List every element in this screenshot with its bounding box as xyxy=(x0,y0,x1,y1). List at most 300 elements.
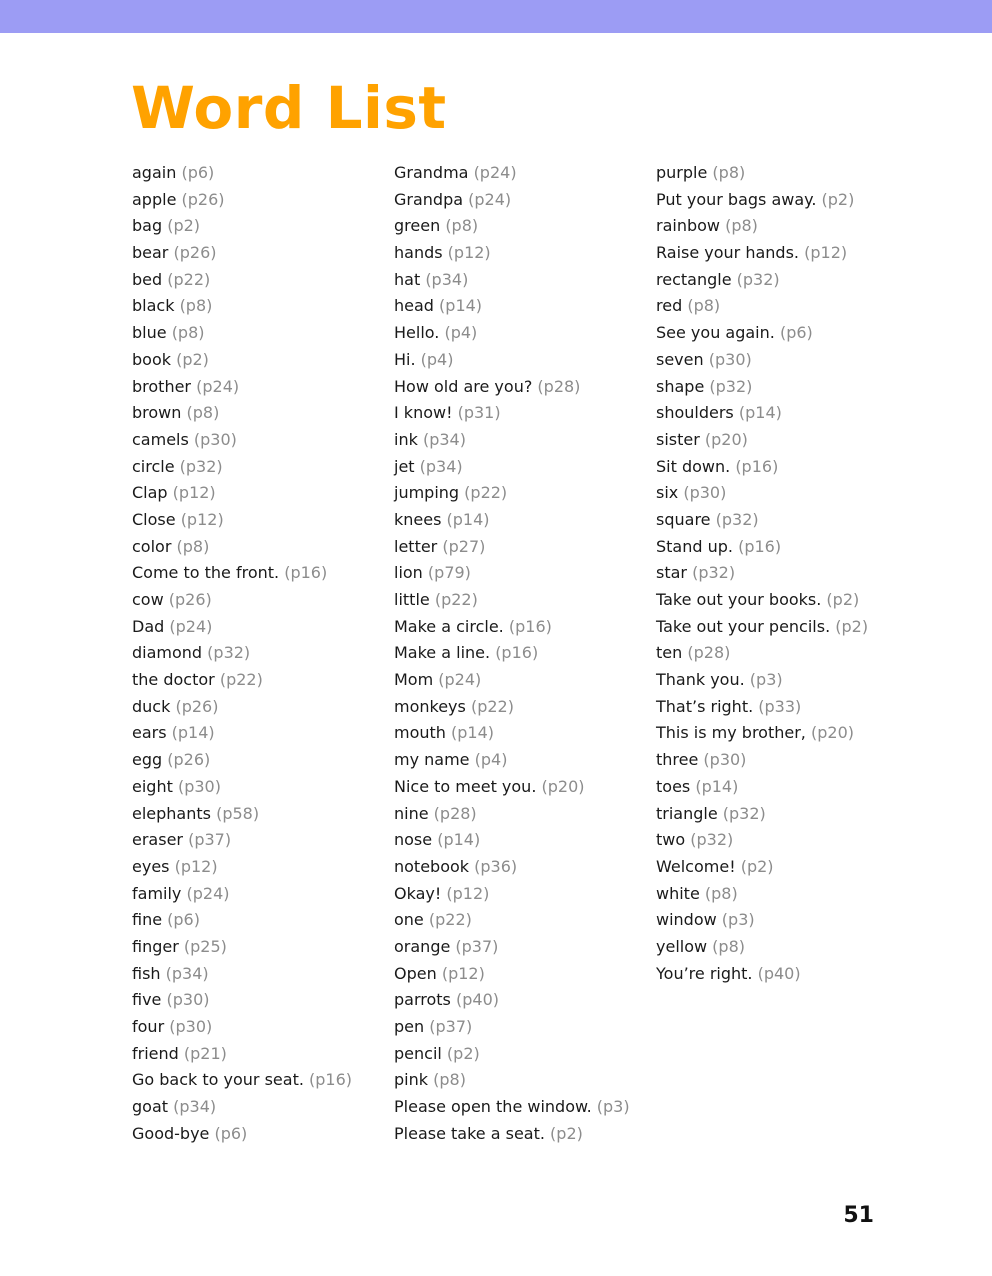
word-entry xyxy=(132,454,352,481)
page-reference: (p30) xyxy=(169,1017,213,1036)
word-text: I know! xyxy=(394,403,453,423)
page-reference: (p2) xyxy=(821,189,855,209)
page-reference: (p22) xyxy=(167,269,211,289)
word-text: purple xyxy=(656,163,708,182)
word-text: nine xyxy=(394,803,429,823)
header-band xyxy=(0,0,992,33)
word-entry xyxy=(394,1014,630,1041)
page-reference: (p4) xyxy=(474,750,508,770)
word-entry xyxy=(394,614,630,641)
page-reference: (p24) xyxy=(196,376,240,396)
word-entry xyxy=(132,400,352,427)
word-entry xyxy=(394,1094,630,1121)
word-text: mouth xyxy=(394,723,446,743)
word-text: Good-bye xyxy=(132,1123,210,1143)
word-entry xyxy=(132,1014,352,1041)
word-text: Take out your books. xyxy=(656,590,822,609)
page-reference: (p34) xyxy=(165,963,209,983)
word-text: circle xyxy=(132,456,175,476)
page-reference: (p14) xyxy=(439,296,483,316)
word-text: fine xyxy=(132,910,163,930)
page-reference: (p34) xyxy=(419,456,463,476)
word-entry xyxy=(656,560,868,587)
word-text: Welcome! xyxy=(656,856,736,876)
word-text: Make a circle. xyxy=(394,616,504,636)
page-reference: (p22) xyxy=(470,696,514,716)
word-text: one xyxy=(394,910,424,930)
word-entry xyxy=(132,347,352,374)
word-entry xyxy=(656,347,868,374)
word-text: pencil xyxy=(394,1043,442,1063)
page-reference: (p3) xyxy=(749,670,783,690)
word-text: ten xyxy=(656,643,683,663)
word-entry xyxy=(656,160,868,187)
page-reference: (p16) xyxy=(495,643,539,663)
page-reference: (p24) xyxy=(186,883,230,903)
page-reference: (p2) xyxy=(167,216,201,236)
word-entry xyxy=(132,320,352,347)
word-entry xyxy=(394,160,630,187)
page-reference: (p14) xyxy=(695,776,739,796)
word-text: brown xyxy=(132,403,182,423)
word-text: three xyxy=(656,750,699,770)
word-entry xyxy=(132,640,352,667)
word-list-column-1 xyxy=(132,160,352,1147)
word-entry xyxy=(394,667,630,694)
word-entry xyxy=(394,560,630,587)
page-reference: (p34) xyxy=(425,269,469,289)
word-text: hat xyxy=(394,269,421,289)
word-entry xyxy=(656,320,868,347)
word-text: family xyxy=(132,883,182,903)
word-text: five xyxy=(132,990,162,1010)
word-text: Dad xyxy=(132,616,165,636)
word-text: two xyxy=(656,830,686,850)
page-reference: (p12) xyxy=(804,243,848,263)
word-entry xyxy=(132,560,352,587)
page-reference: (p21) xyxy=(183,1043,227,1063)
word-text: shoulders xyxy=(656,403,734,423)
word-text: Open xyxy=(394,963,437,983)
word-text: See you again. xyxy=(656,323,775,343)
word-entry xyxy=(132,907,352,934)
word-entry xyxy=(656,747,868,774)
page-reference: (p4) xyxy=(444,323,478,343)
word-text: pink xyxy=(394,1070,429,1090)
word-entry xyxy=(656,961,868,988)
page-reference: (p31) xyxy=(457,403,501,423)
word-text: Take out your pencils. xyxy=(656,616,831,636)
word-text: yellow xyxy=(656,936,708,956)
word-text: the doctor xyxy=(132,670,215,690)
word-entry xyxy=(656,801,868,828)
word-text: ink xyxy=(394,429,418,449)
word-entry xyxy=(132,374,352,401)
page-reference: (p22) xyxy=(219,670,263,690)
word-entry xyxy=(394,187,630,214)
word-text: Raise your hands. xyxy=(656,243,800,263)
page-reference: (p16) xyxy=(735,456,779,476)
page-reference: (p40) xyxy=(757,963,801,983)
word-entry xyxy=(132,720,352,747)
word-text: How old are you? xyxy=(394,376,533,396)
page-reference: (p12) xyxy=(174,856,218,876)
page-number: 51 xyxy=(843,1203,874,1228)
word-entry xyxy=(394,587,630,614)
word-entry xyxy=(656,827,868,854)
page-reference: (p24) xyxy=(438,670,482,690)
page-reference: (p12) xyxy=(441,963,485,983)
word-text: notebook xyxy=(394,856,470,876)
word-text: Stand up. xyxy=(656,536,733,556)
page-reference: (p16) xyxy=(508,616,552,636)
word-entry xyxy=(132,427,352,454)
page-reference: (p14) xyxy=(446,509,490,529)
page-reference: (p8) xyxy=(176,536,210,556)
word-entry xyxy=(656,240,868,267)
page-reference: (p36) xyxy=(474,856,518,876)
word-text: Mom xyxy=(394,670,434,690)
page-reference: (p8) xyxy=(704,883,738,903)
word-text: Put your bags away. xyxy=(656,189,817,209)
word-text: rainbow xyxy=(656,216,720,236)
word-entry xyxy=(132,587,352,614)
word-entry xyxy=(394,694,630,721)
word-entry xyxy=(656,374,868,401)
word-text: sister xyxy=(656,429,700,449)
page-reference: (p32) xyxy=(709,376,753,396)
word-entry xyxy=(132,160,352,187)
word-text: again xyxy=(132,163,177,182)
word-text: Come to the front. xyxy=(132,563,280,583)
word-text: Sit down. xyxy=(656,456,731,476)
page-reference: (p8) xyxy=(712,163,746,182)
word-entry xyxy=(132,987,352,1014)
word-entry xyxy=(656,881,868,908)
page-reference: (p6) xyxy=(779,323,813,343)
word-text: This is my brother, xyxy=(656,723,806,743)
word-text: elephants xyxy=(132,803,211,823)
word-text: orange xyxy=(394,936,451,956)
word-text: monkeys xyxy=(394,696,466,716)
page-reference: (p6) xyxy=(181,163,215,182)
word-entry xyxy=(132,240,352,267)
word-entry xyxy=(132,827,352,854)
page-reference: (p33) xyxy=(758,696,802,716)
word-text: square xyxy=(656,509,711,529)
word-entry xyxy=(132,1067,352,1094)
word-entry xyxy=(394,293,630,320)
word-text: four xyxy=(132,1017,165,1036)
word-list-column-2 xyxy=(394,160,630,1147)
word-text: egg xyxy=(132,750,163,770)
word-entry xyxy=(394,267,630,294)
page-reference: (p22) xyxy=(428,910,472,930)
word-entry xyxy=(394,747,630,774)
word-text: toes xyxy=(656,776,691,796)
word-entry xyxy=(656,480,868,507)
word-text: You’re right. xyxy=(656,963,753,983)
word-entry xyxy=(656,907,868,934)
page-reference: (p32) xyxy=(690,830,734,850)
page-reference: (p37) xyxy=(455,936,499,956)
page-title: Word List xyxy=(131,74,447,142)
word-entry xyxy=(656,720,868,747)
word-text: cow xyxy=(132,590,164,609)
page-reference: (p58) xyxy=(216,803,260,823)
word-text: Go back to your seat. xyxy=(132,1070,304,1090)
word-text: duck xyxy=(132,696,171,716)
word-entry xyxy=(394,534,630,561)
page-reference: (p30) xyxy=(166,990,210,1010)
word-text: bear xyxy=(132,243,169,263)
word-entry xyxy=(656,667,868,694)
page-reference: (p32) xyxy=(207,643,251,663)
word-text: Hi. xyxy=(394,349,416,369)
word-entry xyxy=(656,293,868,320)
page-reference: (p37) xyxy=(188,830,232,850)
word-text: eyes xyxy=(132,856,170,876)
word-text: seven xyxy=(656,349,704,369)
page-reference: (p79) xyxy=(427,563,471,583)
word-entry xyxy=(394,454,630,481)
word-entry xyxy=(394,881,630,908)
page-reference: (p24) xyxy=(473,163,517,182)
word-entry xyxy=(394,1067,630,1094)
word-text: jumping xyxy=(394,483,460,503)
word-entry xyxy=(656,400,868,427)
page-reference: (p32) xyxy=(736,269,780,289)
word-text: Okay! xyxy=(394,883,442,903)
page-reference: (p34) xyxy=(173,1097,217,1117)
word-entry xyxy=(132,854,352,881)
page-reference: (p26) xyxy=(175,696,219,716)
word-text: red xyxy=(656,296,683,316)
word-text: Close xyxy=(132,509,176,529)
page-reference: (p32) xyxy=(179,456,223,476)
word-entry xyxy=(656,427,868,454)
page-reference: (p8) xyxy=(687,296,721,316)
word-text: knees xyxy=(394,509,442,529)
page-reference: (p16) xyxy=(284,563,328,583)
page-reference: (p32) xyxy=(722,803,766,823)
word-text: Clap xyxy=(132,483,168,503)
page-reference: (p3) xyxy=(596,1097,630,1117)
word-entry xyxy=(132,934,352,961)
page-reference: (p2) xyxy=(446,1043,480,1063)
word-text: fish xyxy=(132,963,161,983)
page-reference: (p30) xyxy=(683,483,727,503)
page-reference: (p2) xyxy=(826,590,860,609)
word-text: letter xyxy=(394,536,438,556)
page-reference: (p2) xyxy=(176,349,209,369)
page-reference: (p26) xyxy=(173,243,217,263)
word-text: goat xyxy=(132,1097,169,1117)
word-entry xyxy=(394,374,630,401)
page-reference: (p24) xyxy=(169,616,213,636)
word-entry xyxy=(394,1041,630,1068)
page-reference: (p20) xyxy=(810,723,854,743)
word-entry xyxy=(656,694,868,721)
page-reference: (p8) xyxy=(433,1070,466,1090)
word-text: diamond xyxy=(132,643,203,663)
word-text: white xyxy=(656,883,700,903)
word-text: bed xyxy=(132,269,163,289)
page-reference: (p20) xyxy=(541,776,585,796)
word-entry xyxy=(394,774,630,801)
page-reference: (p16) xyxy=(738,536,782,556)
page-reference: (p34) xyxy=(422,429,466,449)
word-text: brother xyxy=(132,376,192,396)
page-reference: (p26) xyxy=(181,189,225,209)
word-text: apple xyxy=(132,189,177,209)
page-reference: (p40) xyxy=(455,990,499,1010)
word-entry xyxy=(132,293,352,320)
page-reference: (p20) xyxy=(704,429,748,449)
word-entry xyxy=(394,801,630,828)
page-reference: (p25) xyxy=(183,936,227,956)
word-entry xyxy=(394,320,630,347)
word-entry xyxy=(656,854,868,881)
page-reference: (p6) xyxy=(214,1123,248,1143)
page-reference: (p37) xyxy=(429,1017,473,1036)
word-entry xyxy=(394,347,630,374)
word-text: book xyxy=(132,349,171,369)
word-text: color xyxy=(132,536,172,556)
word-text: Grandma xyxy=(394,163,469,182)
page-reference: (p8) xyxy=(712,936,745,956)
page-reference: (p12) xyxy=(446,883,490,903)
page-reference: (p3) xyxy=(721,910,755,930)
word-text: eight xyxy=(132,776,173,796)
word-entry xyxy=(394,427,630,454)
word-entry xyxy=(394,720,630,747)
word-text: green xyxy=(394,216,441,236)
word-entry xyxy=(394,480,630,507)
word-text: eraser xyxy=(132,830,183,850)
word-text: blue xyxy=(132,323,167,343)
word-text: Hello. xyxy=(394,323,440,343)
word-entry xyxy=(132,801,352,828)
word-entry xyxy=(132,187,352,214)
word-entry xyxy=(394,961,630,988)
word-entry xyxy=(132,881,352,908)
page-reference: (p30) xyxy=(708,349,752,369)
word-entry xyxy=(394,213,630,240)
word-entry xyxy=(656,934,868,961)
page-reference: (p8) xyxy=(179,296,213,316)
word-text: rectangle xyxy=(656,269,732,289)
page-reference: (p32) xyxy=(715,509,759,529)
page-reference: (p26) xyxy=(167,750,211,770)
word-entry xyxy=(394,907,630,934)
word-entry xyxy=(394,1121,630,1148)
page-reference: (p12) xyxy=(172,483,216,503)
word-text: Please open the window. xyxy=(394,1097,592,1117)
page-reference: (p27) xyxy=(442,536,486,556)
word-text: bag xyxy=(132,216,163,236)
word-entry xyxy=(132,507,352,534)
word-entry xyxy=(394,987,630,1014)
word-entry xyxy=(656,454,868,481)
word-text: shape xyxy=(656,376,705,396)
page-reference: (p24) xyxy=(468,189,512,209)
page-reference: (p6) xyxy=(167,910,200,930)
word-entry xyxy=(394,640,630,667)
word-entry xyxy=(656,587,868,614)
page-reference: (p14) xyxy=(171,723,215,743)
word-entry xyxy=(394,400,630,427)
page-reference: (p26) xyxy=(168,590,212,609)
word-entry xyxy=(656,507,868,534)
word-text: parrots xyxy=(394,990,451,1010)
word-entry xyxy=(656,640,868,667)
page-reference: (p2) xyxy=(550,1123,583,1143)
page-reference: (p4) xyxy=(420,349,454,369)
word-entry xyxy=(394,854,630,881)
word-text: jet xyxy=(394,456,415,476)
word-entry xyxy=(132,1121,352,1148)
word-text: Make a line. xyxy=(394,643,491,663)
word-text: finger xyxy=(132,936,179,956)
word-entry xyxy=(132,534,352,561)
word-text: ears xyxy=(132,723,167,743)
page-reference: (p14) xyxy=(437,830,481,850)
word-entry xyxy=(656,774,868,801)
page-reference: (p30) xyxy=(703,750,747,770)
page-reference: (p14) xyxy=(738,403,782,423)
word-list-column-3 xyxy=(656,160,868,987)
word-text: head xyxy=(394,296,434,316)
word-entry xyxy=(656,187,868,214)
word-entry xyxy=(132,213,352,240)
page-reference: (p8) xyxy=(171,323,205,343)
word-entry xyxy=(656,213,868,240)
word-entry xyxy=(132,747,352,774)
page-reference: (p2) xyxy=(835,616,869,636)
word-entry xyxy=(132,480,352,507)
word-entry xyxy=(132,667,352,694)
word-text: hands xyxy=(394,243,443,263)
word-entry xyxy=(656,267,868,294)
word-text: pen xyxy=(394,1017,425,1036)
word-text: That’s right. xyxy=(656,696,754,716)
page-reference: (p30) xyxy=(193,429,237,449)
word-text: triangle xyxy=(656,803,718,823)
word-entry xyxy=(132,694,352,721)
page-reference: (p30) xyxy=(177,776,221,796)
page-reference: (p8) xyxy=(725,216,758,236)
word-entry xyxy=(394,507,630,534)
page-reference: (p8) xyxy=(186,403,220,423)
page-reference: (p2) xyxy=(740,856,774,876)
word-text: window xyxy=(656,910,717,930)
word-entry xyxy=(656,614,868,641)
word-entry xyxy=(132,1094,352,1121)
page-reference: (p12) xyxy=(180,509,224,529)
word-entry xyxy=(394,934,630,961)
word-text: Please take a seat. xyxy=(394,1123,545,1143)
word-entry xyxy=(132,1041,352,1068)
word-entry xyxy=(394,240,630,267)
word-text: little xyxy=(394,590,430,609)
word-text: black xyxy=(132,296,175,316)
page-reference: (p22) xyxy=(434,590,478,609)
page-reference: (p16) xyxy=(309,1070,353,1090)
word-entry xyxy=(132,961,352,988)
page-reference: (p28) xyxy=(537,376,581,396)
page-reference: (p28) xyxy=(687,643,731,663)
